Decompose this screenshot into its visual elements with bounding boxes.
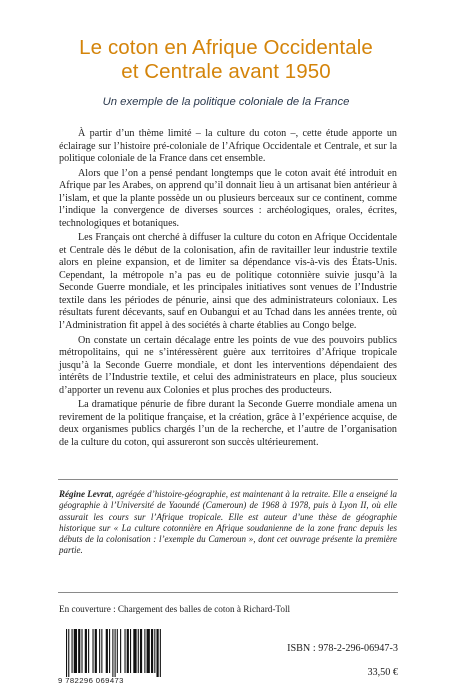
author-bio-text: , agrégée d’histoire-géographie, est maintenant à la retraite. Elle a enseigné la géographie à l’Université de Yaoundé (Cameroun) de 1968 à 1978, puis à Lyon II, où elle assurait les cours sur l’Afrique tropicale. Elle est auteur d’une thèse de géographie historique sur « La culture cotonnière en Afrique soudanienne de la zone franc depuis les débuts de la colonisation : l’exemple du Cameroun », dont cet ouvrage présente la première partie.: [59, 489, 397, 556]
title-line-1: Le coton en Afrique Occidentale: [79, 36, 373, 59]
title-line-2: et Centrale avant 1950: [121, 60, 331, 83]
book-subtitle: Un exemple de la politique coloniale de la France: [102, 96, 350, 108]
divider-top: [58, 479, 398, 480]
paragraph-1: À partir d’un thème limité – la culture du coton –, cette étude apporte un éclairage sur l’histoire pré-coloniale de l’Afrique Occidentale et Centrale, et sur la politique coloniale de la France dans cet ensemble.: [59, 128, 397, 164]
cover-credit: En couverture : Chargement des balles de coton à Richard-Toll: [59, 604, 291, 614]
barcode-block: [58, 626, 168, 684]
paragraph-3: Les Français ont cherché à diffuser la culture du coton en Afrique Occidentale et Centrale dès le début de la colonisation, afin de ravitailler leur industrie textile alors en pleine expansion, et de limiter sa dépendance vis-à-vis des États-Unis. Cependant, la métropole n’a pas eu de politique cotonnière suivie jusqu’à la Seconde Guerre mondiale, et les principales initiatives sont venues de l’Industrie textile dans les périodes de pénurie, ainsi que des administrateurs coloniaux. Les résultats furent décevants, sauf en Oubangui et au Tchad dans les années trente, où l’Administration fit appel à des sociétés à charte établies au Congo belge.: [59, 232, 397, 331]
author-bio: [59, 489, 397, 557]
paragraph-5: La dramatique pénurie de fibre durant la Seconde Guerre mondiale amena un revirement de la politique française, et la création, grâce à l’expérience acquise, de deux organismes publics chargés l’un de la recherche, et l’autre de l’organisation de la culture du coton, qui assureront son succès ultérieurement.: [59, 399, 397, 448]
author-name: Régine Levrat: [59, 489, 112, 499]
price: 33,50 €: [367, 667, 398, 678]
paragraph-2: Alors que l’on a pensé pendant longtemps que le coton avait été introduit en Afrique par les Arabes, on apprend qu’il donnait lieu à un artisanat bien antérieur à l’islam, et que la plante possède un ou plusieurs berceaux sur ce continent, comme l’indique la convergence de diverses sources : archéologiques, orales, écrites, technologiques et botaniques.: [59, 167, 397, 229]
back-cover-text: [59, 128, 397, 451]
divider-bottom: [58, 592, 398, 593]
isbn: ISBN : 978-2-296-06947-3: [287, 643, 398, 654]
book-title: [0, 36, 452, 84]
barcode-icon: [66, 629, 162, 677]
barcode-digits: 9 782296 069473: [58, 676, 124, 685]
paragraph-4: On constate un certain décalage entre les points de vue des pouvoirs publics métropolitains, qui ne s’intéressèrent guère aux territoires d’Afrique tropicale jusqu’à la Seconde Guerre mondiale, et dont les interventions dépendaient des intérêts de l’Industrie textile, et celui des administrateurs en place, plus soucieux d’apporter un revenu aux Colonies et plus proches des producteurs.: [59, 334, 397, 396]
